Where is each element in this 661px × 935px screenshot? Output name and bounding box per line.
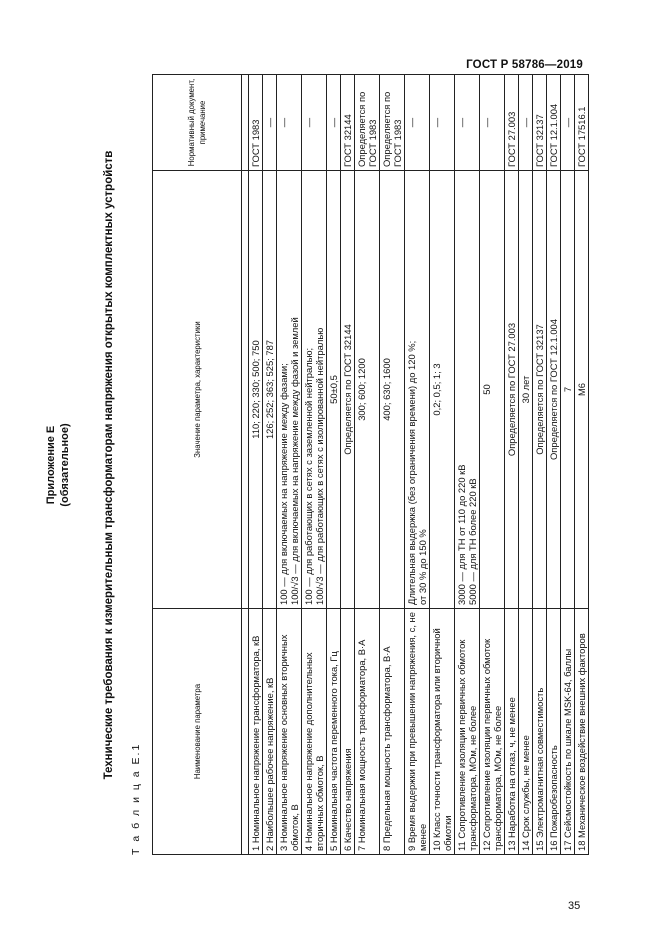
appendix-subtitle: (обязательное): [59, 423, 71, 507]
parameter-name-cell: 17 Сейсмостойкость по шкале MSK-64, баллы: [561, 609, 575, 855]
reference-cell: ГОСТ 27.003: [505, 75, 519, 171]
parameter-value-cell: [405, 171, 430, 609]
parameter-name-cell: 7 Номинальная мощность трансформатора, В·А: [355, 609, 380, 855]
parameter-value-cell: Определяется по ГОСТ 32137: [533, 171, 547, 609]
table-row: [480, 75, 505, 855]
spec-table: [152, 74, 589, 855]
parameter-value-cell: 110; 220; 330; 500; 750: [249, 171, 263, 609]
parameter-name-cell: 16 Пожаробезопасность: [547, 609, 561, 855]
parameter-value-cell: Определяется по ГОСТ 32144: [341, 171, 355, 609]
parameter-value-cell: Определяется по ГОСТ 12.1.004: [547, 171, 561, 609]
table-row: [277, 75, 302, 855]
parameter-name-cell: 12 Сопротивление изоляции первичных обмоток трансформатора, МОм, не более: [480, 609, 505, 855]
table-row: [519, 75, 533, 855]
parameter-value-cell: 300; 600; 1200: [355, 171, 380, 609]
parameter-name-cell: 13 Наработка на отказ, ч, не менее: [505, 609, 519, 855]
parameter-name-cell: 11 Сопротивление изоляции первичных обмоток трансформатора, МОм, не более: [455, 609, 480, 855]
table-row: [249, 75, 263, 855]
reference-cell: —: [430, 75, 455, 171]
table-caption: Т а б л и ц а Е.1: [130, 742, 142, 855]
page-number: 35: [568, 900, 581, 912]
value-line: 100 — для работающих в сетях с заземленной нейтралью;: [303, 347, 314, 605]
parameter-value-cell: [455, 171, 480, 609]
table-row: [380, 75, 405, 855]
parameter-name-cell: 4 Номинальное напряжение дополнительных вторичных обмоток, В: [302, 609, 327, 855]
reference-cell: ГОСТ 32137: [533, 75, 547, 171]
parameter-value-cell: 0,2; 0,5; 1; 3: [430, 171, 455, 609]
rotated-content: [45, 75, 587, 855]
table-row: [327, 75, 341, 855]
table-row: [533, 75, 547, 855]
reference-cell: —: [327, 75, 341, 171]
document-code: ГОСТ Р 58786—2019: [466, 59, 583, 71]
reference-cell: Определяется по ГОСТ 1983: [355, 75, 380, 171]
reference-cell: ГОСТ 1983: [249, 75, 263, 171]
parameter-name-cell: 18 Механическое воздействие внешних факторов: [575, 609, 589, 855]
reference-cell: Определяется по ГОСТ 1983: [380, 75, 405, 171]
table-row: [355, 75, 380, 855]
reference-cell: —: [277, 75, 302, 171]
parameter-name-cell: 8 Предельная мощность трансформатора, В·А: [380, 609, 405, 855]
reference-cell: —: [519, 75, 533, 171]
parameter-value-cell: 7: [561, 171, 575, 609]
parameter-value-cell: 30 лет: [519, 171, 533, 609]
parameter-name-cell: 6 Качество напряжения: [341, 609, 355, 855]
table-row: [575, 75, 589, 855]
parameter-name-cell: 2 Наибольшее рабочее напряжение, кВ: [263, 609, 277, 855]
parameter-name-cell: 9 Время выдержки при превышении напряжения, с, не менее: [405, 609, 430, 855]
table-row: [341, 75, 355, 855]
value-line: 100/√3 — для работающих в сетях с изолированной нейтралью: [314, 327, 325, 605]
reference-cell: ГОСТ 12.1.004: [547, 75, 561, 171]
value-line: 100/√3 — для включаемых на напряжение между фазой и землей: [289, 317, 300, 605]
spec-table-body: [249, 75, 589, 855]
parameter-name-cell: 1 Номинальное напряжение трансформатора, кВ: [249, 609, 263, 855]
reference-cell: ГОСТ 17516.1: [575, 75, 589, 171]
reference-cell: —: [561, 75, 575, 171]
appendix-title: Приложение Е: [45, 425, 57, 505]
parameter-value-cell: Определяется по ГОСТ 27.003: [505, 171, 519, 609]
reference-cell: —: [302, 75, 327, 171]
table-row: [455, 75, 480, 855]
parameter-value-cell: 400; 630; 1600: [380, 171, 405, 609]
value-line: 3000 — для ТН от 110 до 220 кВ: [456, 464, 467, 605]
table-row: [505, 75, 519, 855]
reference-cell: —: [455, 75, 480, 171]
column-header-ref: Нормативный документ, примечание: [153, 75, 242, 171]
table-row: [547, 75, 561, 855]
table-row: [430, 75, 455, 855]
parameter-value-cell: 126; 252; 363; 525; 787: [263, 171, 277, 609]
table-row: [302, 75, 327, 855]
parameter-name-cell: 14 Срок службы, не менее: [519, 609, 533, 855]
value-line: 5000 — для ТН более 220 кВ: [467, 478, 478, 605]
parameter-value-cell: 50±0,5: [327, 171, 341, 609]
column-header-value: Значение параметра, характеристики: [153, 171, 242, 609]
parameter-value-cell: [277, 171, 302, 609]
parameter-name-cell: 15 Электромагнитная совместимость: [533, 609, 547, 855]
reference-cell: —: [263, 75, 277, 171]
parameter-name-cell: 10 Класс точности трансформатора или вторичной обмотки: [430, 609, 455, 855]
table-row: [405, 75, 430, 855]
column-header-name: Наименование параметра: [153, 609, 242, 855]
table-row: [263, 75, 277, 855]
table-row: [561, 75, 575, 855]
reference-cell: —: [480, 75, 505, 171]
reference-cell: —: [405, 75, 430, 171]
parameter-value-cell: 50: [480, 171, 505, 609]
reference-cell: ГОСТ 32144: [341, 75, 355, 171]
parameter-value-cell: М6: [575, 171, 589, 609]
value-line: от 30 % до 150 %: [417, 529, 428, 605]
table-heading: Технические требования к измерительным трансформаторам напряжения открытых комплектных устройств: [103, 150, 115, 780]
value-line: Длительная выдержка (без ограничения времени) до 120 %;: [406, 340, 417, 605]
parameter-name-cell: 3 Номинальное напряжение основных вторичных обмоток, В: [277, 609, 302, 855]
parameter-name-cell: 5 Номинальная частота переменного тока, Гц: [327, 609, 341, 855]
parameter-value-cell: [302, 171, 327, 609]
value-line: 100 — для включаемых на напряжение между фазами;: [278, 363, 289, 605]
